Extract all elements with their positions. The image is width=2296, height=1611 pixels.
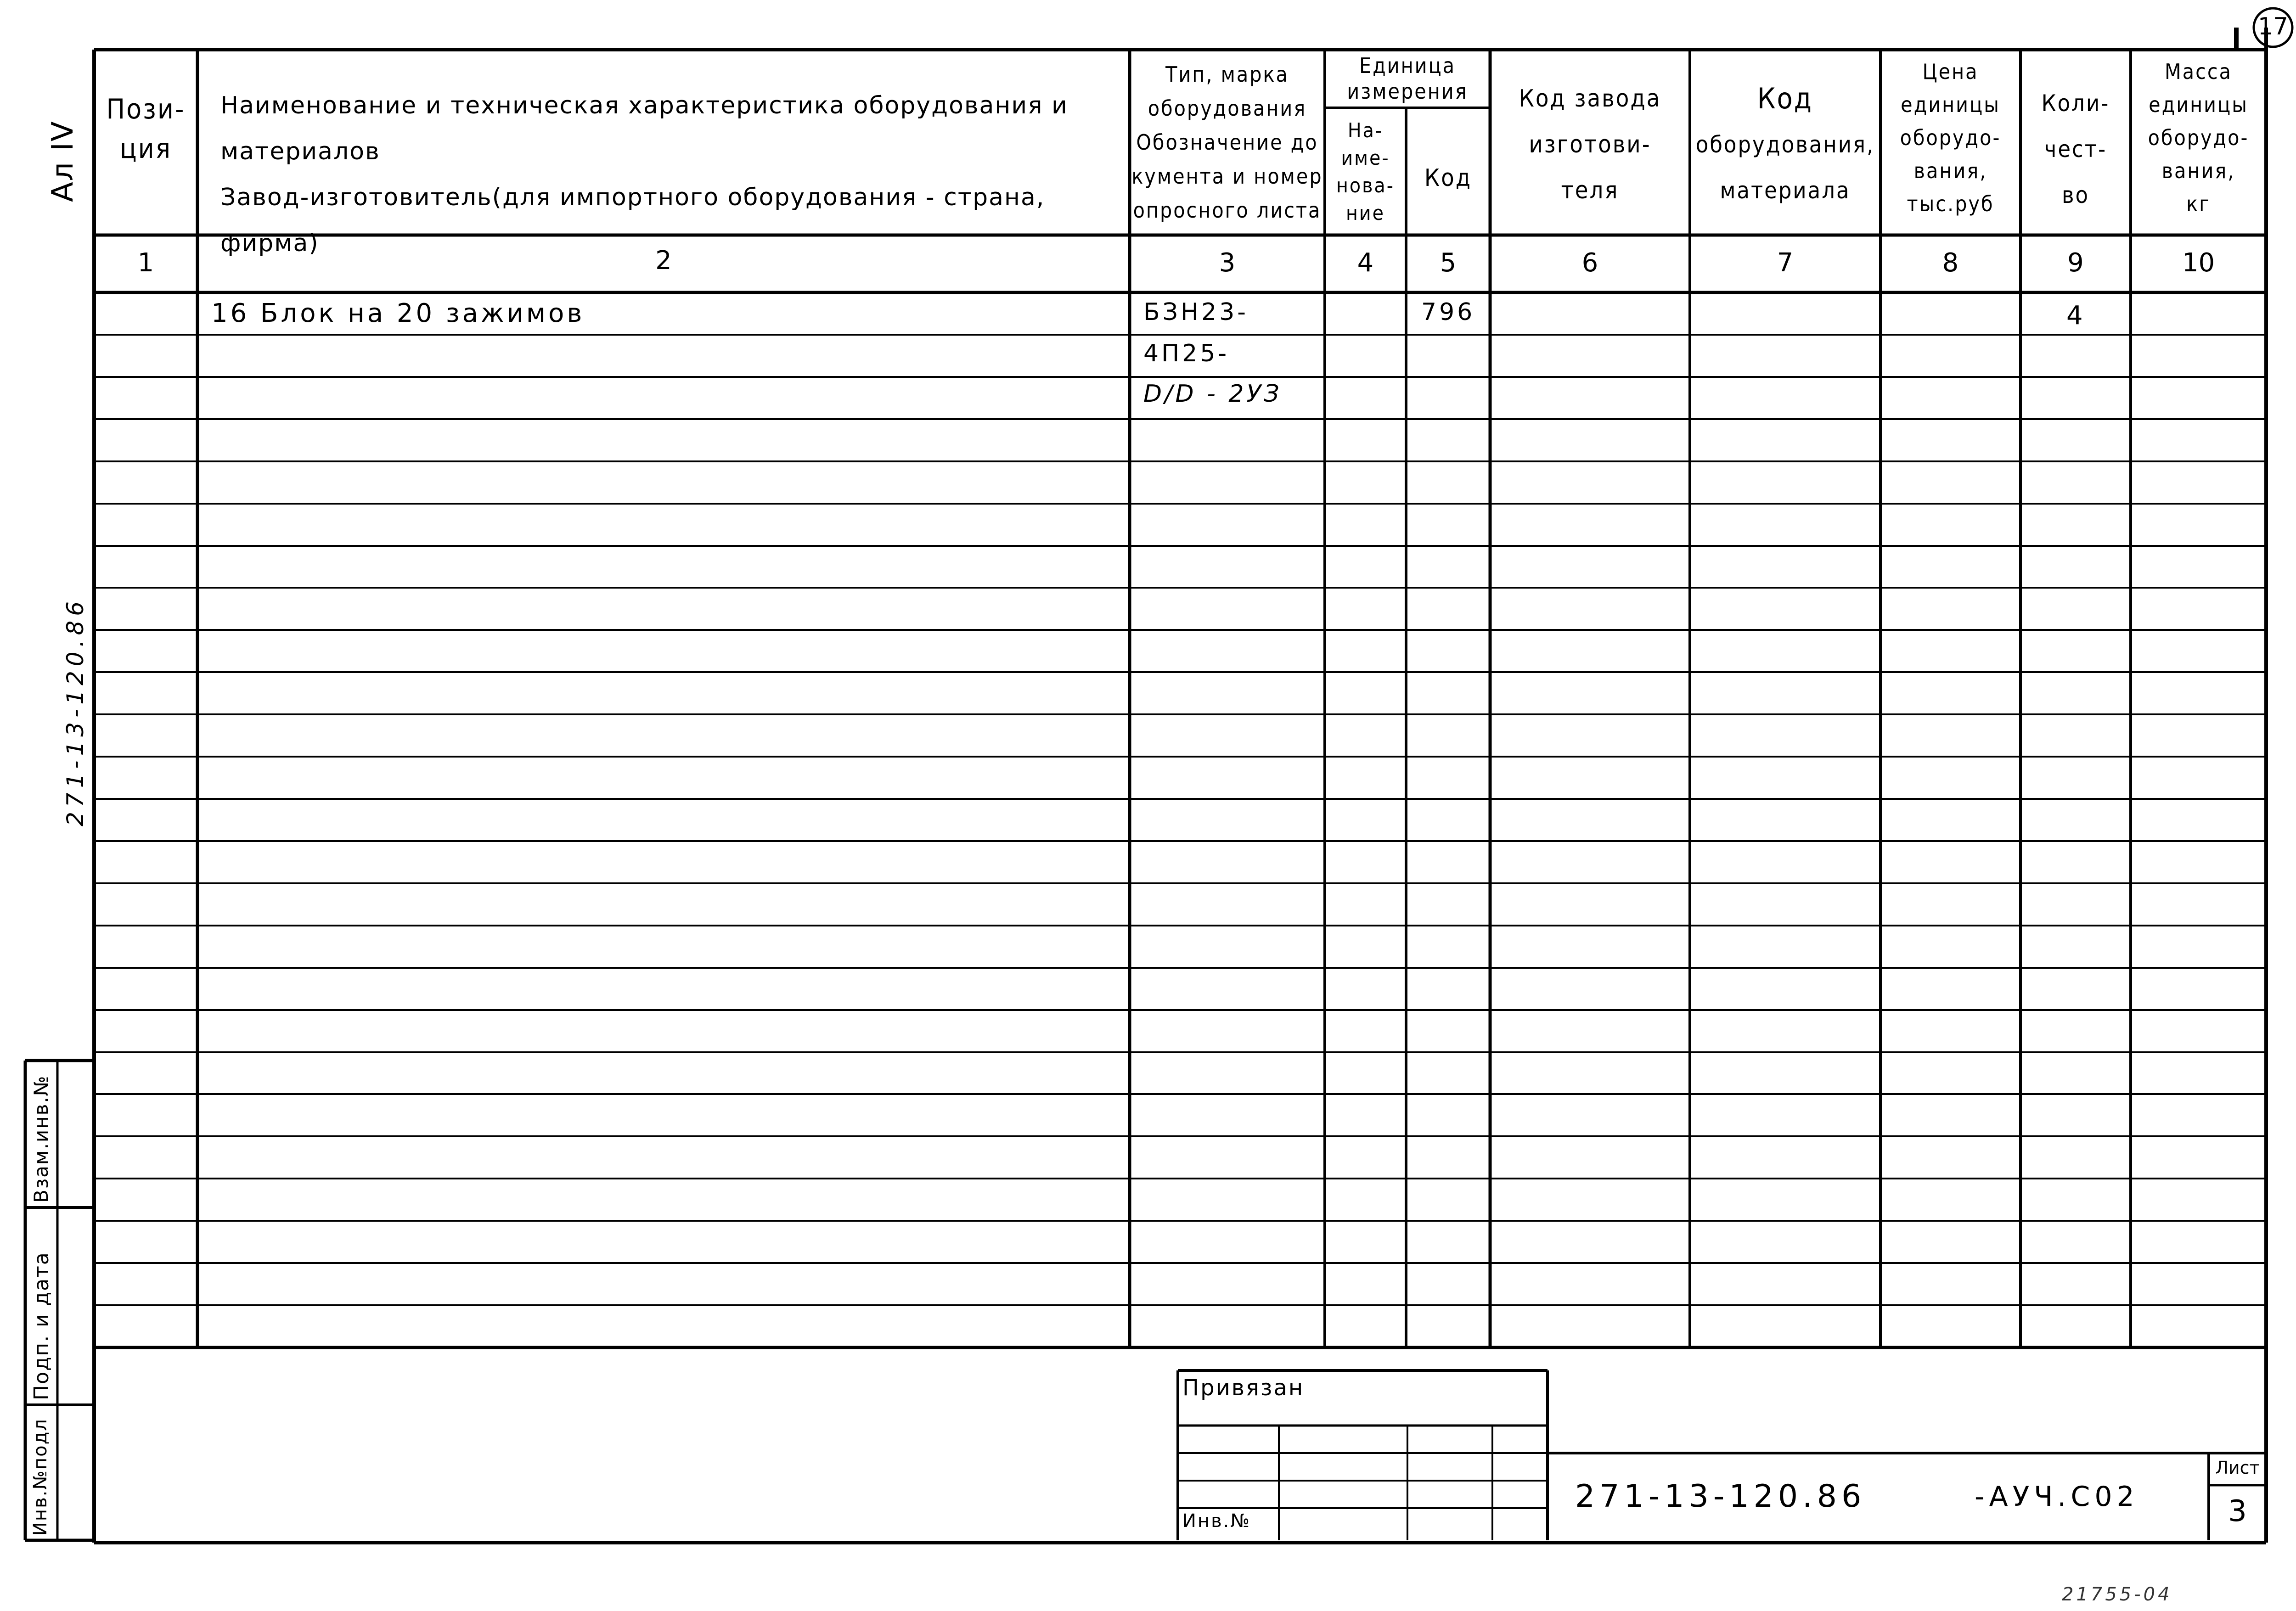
header-line: вания, — [1913, 158, 1987, 183]
sheet-number: 3 — [2228, 1494, 2247, 1528]
side-inv-podl: Инв.№подл — [30, 1418, 51, 1536]
side-podp-data: Подп. и дата — [30, 1252, 53, 1400]
row-1-quantity: 4 — [2066, 301, 2086, 331]
header-line: Масса — [2165, 59, 2232, 84]
footer-note: 21755-04 — [2062, 1584, 2172, 1605]
column-number: 10 — [2182, 248, 2215, 278]
header-line: Тип, марка — [1165, 62, 1289, 87]
row-1-unit-code: 796 — [1421, 298, 1475, 326]
header-line: опросного листа — [1133, 198, 1322, 223]
header-line: име- — [1341, 146, 1390, 170]
header-line: Код — [1424, 164, 1472, 192]
header-line: кумента и номер — [1131, 164, 1323, 189]
header-line: Завод-изготовитель(для импортного оборудования - страна, фирма) — [220, 184, 1045, 257]
corner-mark: Ал IV — [46, 120, 80, 202]
side-vzam-inv: Взам.инв.№ — [30, 1075, 52, 1203]
header-line: Обозначение до — [1136, 130, 1318, 155]
header-line: На- — [1347, 119, 1384, 142]
header-line: оборудо- — [2148, 125, 2249, 150]
row-1-type: БЗН23- — [1143, 298, 1249, 326]
header-line: вания, — [2161, 158, 2235, 183]
row-1-name: 16 Блок на 20 зажимов — [211, 298, 585, 328]
header-plant-code — [1490, 76, 1690, 213]
header-line: Код завода — [1519, 85, 1661, 112]
header-unit-code — [1406, 163, 1490, 193]
side-doc-code: 271-13-120.86 — [62, 596, 89, 826]
header-unit-name — [1325, 117, 1406, 227]
header-line: ция — [119, 133, 172, 165]
header-line: оборудования, — [1695, 131, 1875, 158]
header-line: во — [2061, 182, 2090, 208]
header-line: Единица — [1359, 53, 1456, 78]
page-number: 17 — [2257, 13, 2289, 40]
privyazan-label: Привязан — [1182, 1375, 1305, 1401]
header-line: единицы — [1901, 92, 2000, 117]
column-number: 4 — [1357, 248, 1374, 278]
header-unit — [1325, 53, 1490, 104]
column-number: 7 — [1777, 248, 1794, 278]
header-line: Коли- — [2041, 90, 2110, 117]
header-line: оборудо- — [1900, 125, 2001, 150]
header-line: тыс.руб — [1907, 191, 1994, 216]
header-mass — [2131, 55, 2266, 220]
header-quantity — [2020, 80, 2131, 218]
inv-no-label: Инв.№ — [1182, 1510, 1251, 1532]
header-line: Цена — [1922, 59, 1979, 84]
header-line: изготови- — [1529, 131, 1651, 158]
doc-code: 271-13-120.86 — [1575, 1478, 1866, 1515]
header-line: единицы — [2149, 92, 2248, 117]
header-line: кг — [2186, 191, 2211, 216]
column-number: 8 — [1942, 248, 1959, 278]
header-line: материала — [1720, 177, 1851, 204]
column-number: 2 — [655, 246, 672, 275]
header-line: теля — [1561, 177, 1619, 204]
doc-suffix: -АУЧ.С02 — [1975, 1481, 2139, 1513]
header-line: нова- — [1336, 174, 1395, 197]
column-number: 6 — [1581, 248, 1598, 278]
header-position — [94, 90, 197, 168]
header-line: оборудования — [1148, 96, 1307, 121]
column-number: 5 — [1440, 248, 1457, 278]
header-line: Наименование и техническая характеристика оборудования и материалов — [220, 92, 1068, 165]
column-number: 3 — [1219, 248, 1236, 278]
row-2-type: 4П25- — [1143, 340, 1230, 367]
header-line: ние — [1346, 202, 1385, 225]
header-line: чест- — [2044, 136, 2107, 163]
header-line: измерения — [1347, 79, 1468, 104]
header-type — [1130, 57, 1325, 227]
row-3-type: D/D - 2УЗ — [1143, 380, 1282, 408]
header-line: Код — [1757, 82, 1813, 115]
column-number: 1 — [137, 248, 154, 278]
header-price — [1880, 55, 2020, 220]
header-name — [220, 83, 1125, 266]
header-equipment-code — [1690, 76, 1880, 213]
column-number: 9 — [2067, 248, 2084, 278]
sheet-label: Лист — [2215, 1458, 2260, 1478]
header-line: Пози- — [106, 93, 186, 125]
